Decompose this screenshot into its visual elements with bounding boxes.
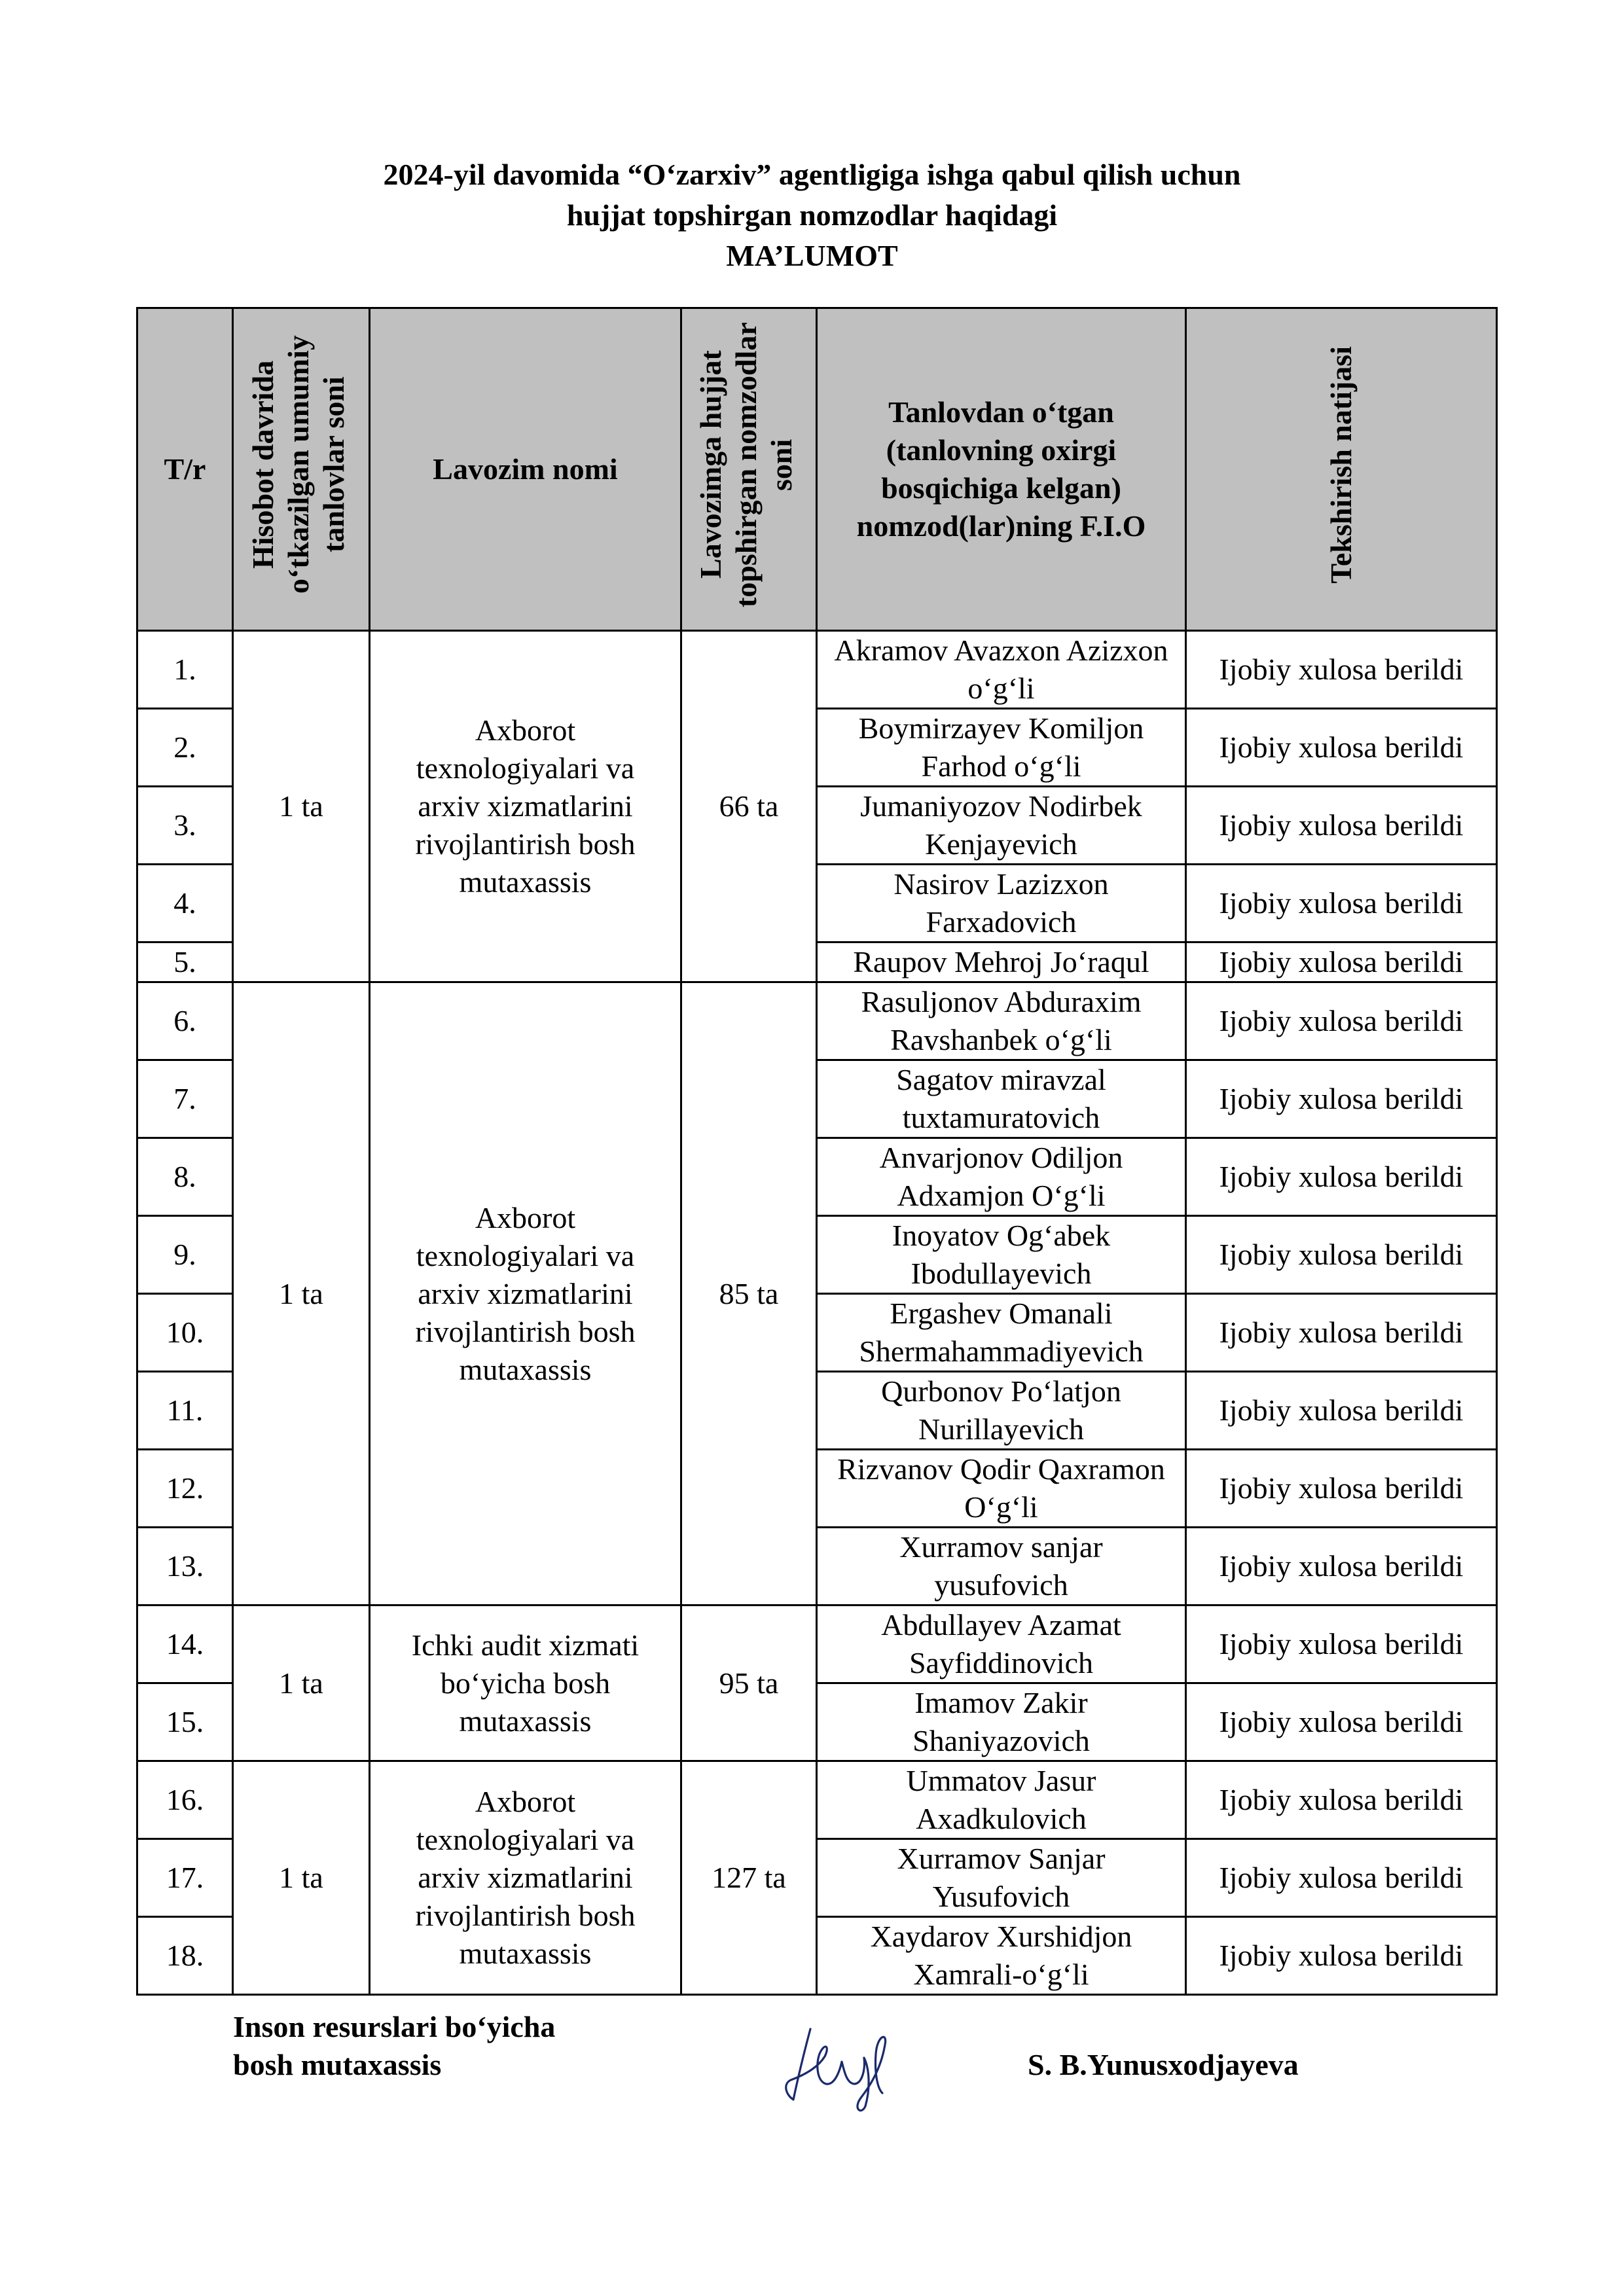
table-row [137,982,1497,1060]
header-finalists [817,308,1186,631]
row-number: 2. [137,709,233,787]
check-result: Ijobiy xulosa berildi [1186,1294,1497,1372]
check-result: Ijobiy xulosa berildi [1186,1605,1497,1683]
check-result: Ijobiy xulosa berildi [1186,942,1497,982]
candidate-name: Ummatov Jasur Axadkulovich [817,1761,1186,1839]
candidate-name: Xaydarov Xurshidjon Xamrali-o‘g‘li [817,1917,1186,1995]
row-number: 7. [137,1060,233,1138]
check-result: Ijobiy xulosa berildi [1186,1372,1497,1450]
row-number: 1. [137,631,233,709]
candidate-name: Sagatov miravzal tuxtamuratovich [817,1060,1186,1138]
header-result [1186,308,1497,631]
check-result: Ijobiy xulosa berildi [1186,865,1497,942]
row-number: 15. [137,1683,233,1761]
candidates-table [136,307,1498,1996]
row-number: 14. [137,1605,233,1683]
title-line-1: 2024-yil davomida “O‘zarxiv” agentligiga ishga qabul qilish uchun [383,158,1241,191]
position-name: Ichki audit xizmati bo‘yicha bosh mutaxassis [370,1605,681,1761]
contest-count: 1 ta [233,982,370,1605]
contest-count: 1 ta [233,1761,370,1995]
check-result: Ijobiy xulosa berildi [1186,1839,1497,1917]
position-name: Axborot texnologiyalari va arxiv xizmatlarini rivojlantirish bosh mutaxassis [370,1761,681,1995]
title-line-2: hujjat topshirgan nomzodlar haqidagi [566,198,1058,232]
row-number: 12. [137,1450,233,1528]
candidate-name: Jumaniyozov Nodirbek Kenjayevich [817,787,1186,865]
candidate-name: Abdullayev Azamat Sayfiddinovich [817,1605,1186,1683]
applicant-count: 127 ta [681,1761,817,1995]
table-row [137,1605,1497,1683]
signatory-role-line-1: Inson resurslari bo‘yicha [233,2010,556,2043]
candidate-name: Qurbonov Po‘latjon Nurillayevich [817,1372,1186,1450]
candidate-name: Rizvanov Qodir Qaxramon O‘g‘li [817,1450,1186,1528]
row-number: 18. [137,1917,233,1995]
row-number: 13. [137,1528,233,1605]
signatory-role-line-2: bosh mutaxassis [233,2048,442,2081]
candidate-name: Xurramov sanjar yusufovich [817,1528,1186,1605]
check-result: Ijobiy xulosa berildi [1186,1138,1497,1216]
row-number: 16. [137,1761,233,1839]
check-result: Ijobiy xulosa berildi [1186,1917,1497,1995]
check-result: Ijobiy xulosa berildi [1186,1761,1497,1839]
applicant-count: 66 ta [681,631,817,982]
contest-count: 1 ta [233,631,370,982]
check-result: Ijobiy xulosa berildi [1186,982,1497,1060]
row-number: 10. [137,1294,233,1372]
candidate-name: Inoyatov Og‘abek Ibodullayevich [817,1216,1186,1294]
candidate-name: Rasuljonov Abduraxim Ravshanbek o‘g‘li [817,982,1186,1060]
check-result: Ijobiy xulosa berildi [1186,1683,1497,1761]
contest-count: 1 ta [233,1605,370,1761]
applicant-count: 95 ta [681,1605,817,1761]
title-line-3: MA’LUMOT [726,239,898,272]
header-applicants-label: Lavozimga hujjat topshirgan nomzodlar soni [694,322,798,607]
candidate-name: Nasirov Lazizxon Farxadovich [817,865,1186,942]
header-finalists-label: Tanlovdan o‘tgan (tanlovning oxirgi bosqichiga kelgan) nomzod(lar)ning F.I.O [856,395,1146,543]
table-header-row [137,308,1497,631]
check-result: Ijobiy xulosa berildi [1186,1528,1497,1605]
row-number: 6. [137,982,233,1060]
row-number: 4. [137,865,233,942]
check-result: Ijobiy xulosa berildi [1186,1216,1497,1294]
check-result: Ijobiy xulosa berildi [1186,709,1497,787]
candidate-name: Boymirzayev Komiljon Farhod o‘g‘li [817,709,1186,787]
table-row [137,1761,1497,1839]
position-name: Axborot texnologiyalari va arxiv xizmatlarini rivojlantirish bosh mutaxassis [370,631,681,982]
check-result: Ijobiy xulosa berildi [1186,631,1497,709]
row-number: 9. [137,1216,233,1294]
check-result: Ijobiy xulosa berildi [1186,1450,1497,1528]
candidate-name: Ergashev Omanali Shermahammadiyevich [817,1294,1186,1372]
signatory-name: S. B.Yunusxodjayeva [1028,2048,1299,2081]
candidate-name: Akramov Avazxon Azizxon o‘g‘li [817,631,1186,709]
header-applicants [681,308,817,631]
applicant-count: 85 ta [681,982,817,1605]
row-number: 3. [137,787,233,865]
row-number: 11. [137,1372,233,1450]
header-position: Lavozim nomi [370,308,681,631]
header-contests [233,308,370,631]
header-number: T/r [137,308,233,631]
candidate-name: Xurramov Sanjar Yusufovich [817,1839,1186,1917]
signatory-role [233,2008,555,2084]
candidate-name: Anvarjonov Odiljon Adxamjon O‘g‘li [817,1138,1186,1216]
position-name: Axborot texnologiyalari va arxiv xizmatlarini rivojlantirish bosh mutaxassis [370,982,681,1605]
check-result: Ijobiy xulosa berildi [1186,787,1497,865]
table-row [137,631,1497,709]
header-contests-label: Hisobot davrida o‘tkazilgan umumiy tanlovlar soni [246,335,350,594]
row-number: 5. [137,942,233,982]
candidate-name: Imamov Zakir Shaniyazovich [817,1683,1186,1761]
candidate-name: Raupov Mehroj Jo‘raqul [817,942,1186,982]
document-title [0,154,1624,276]
handwritten-signature [779,2016,903,2114]
check-result: Ijobiy xulosa berildi [1186,1060,1497,1138]
row-number: 8. [137,1138,233,1216]
row-number: 17. [137,1839,233,1917]
header-result-label: Tekshirish natijasi [1324,346,1358,584]
